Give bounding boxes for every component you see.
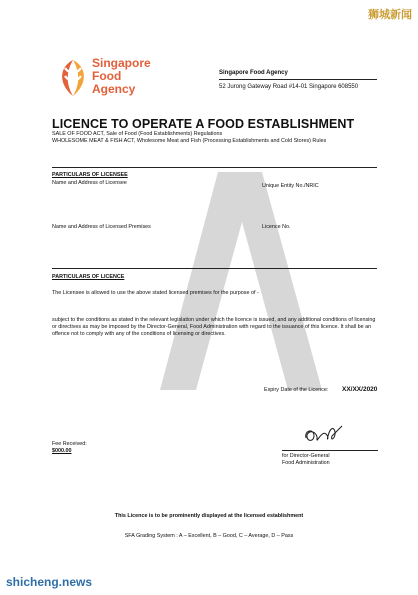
bottom-watermark: shicheng.news xyxy=(6,575,93,589)
licence-no-label: Licence No. xyxy=(262,224,291,230)
licensee-heading: PARTICULARS OF LICENSEE xyxy=(52,172,128,178)
signatory-line-2: Food Administration xyxy=(282,460,330,466)
fee-value: $000.00 xyxy=(52,448,72,454)
licensee-name-address-label: Name and Address of Licensee xyxy=(52,180,127,186)
logo-text-food: Food xyxy=(92,69,122,83)
agency-divider xyxy=(219,79,377,80)
licensee-top-rule xyxy=(52,167,377,168)
leaf-logo-icon xyxy=(56,58,90,98)
licence-top-rule xyxy=(52,268,377,269)
signature-mark xyxy=(300,420,350,450)
wholesome-meat-act: WHOLESOME MEAT & FISH ACT, Wholesome Meat and Fish (Processing Establishments and Cold Stores) Rules xyxy=(52,138,327,144)
unique-entity-label: Unique Entity No./NRIC xyxy=(262,183,319,189)
sale-of-food-act: SALE OF FOOD ACT, Sale of Food (Food Establishments) Regulations xyxy=(52,131,223,137)
purpose-text: The Licensee is allowed to use the above stated licensed premises for the purpose of - xyxy=(52,290,259,296)
agency-name: Singapore Food Agency xyxy=(219,70,288,76)
licensed-premises-label: Name and Address of Licensed Premises xyxy=(52,224,151,230)
expiry-label: Expiry Date of the Licence: xyxy=(264,387,329,393)
agency-logo xyxy=(56,56,186,102)
logo-text-singapore: Singapore xyxy=(92,56,151,70)
logo-text-agency: Agency xyxy=(92,82,136,96)
grading-system: SFA Grading System : A – Excellent, B – Good, C – Average, D – Pass xyxy=(124,533,294,539)
licence-heading: PARTICULARS OF LICENCE xyxy=(52,274,125,280)
corner-watermark: 狮城新闻 xyxy=(368,9,412,21)
fee-label: Fee Received: xyxy=(52,441,87,447)
signatory-line-1: for Director-General xyxy=(282,453,330,459)
document-title: LICENCE TO OPERATE A FOOD ESTABLISHMENT xyxy=(52,117,355,131)
display-notice: This Licence is to be prominently displayed at the licensed establishment xyxy=(114,513,304,519)
conditions-text: subject to the conditions as stated in the relevant legislation under which the licence is issued, and any additional conditions of licensing or directives as may be imposed by the Director-General, Food Administration with regard to the issuance of this licence. It shall be an offence not to comply with any of the conditions of licensing or directives. xyxy=(52,317,376,337)
signature-line xyxy=(282,450,378,451)
agency-address: 52 Jurong Gateway Road #14-01 Singapore 608550 xyxy=(219,84,359,90)
expiry-date: XX/XX/2020 xyxy=(342,386,378,393)
